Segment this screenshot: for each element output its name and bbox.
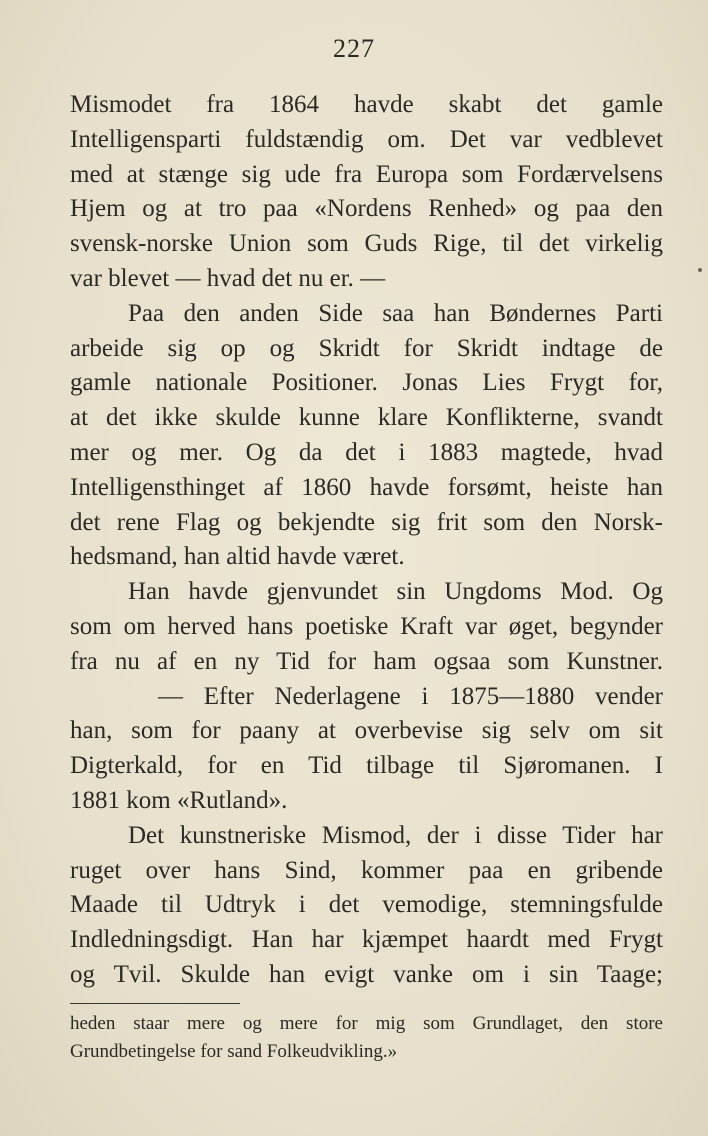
- text-line: Hjem og at tro paa «Nordens Renhed» og paa den: [70, 195, 663, 223]
- footnote-divider: [70, 1003, 240, 1004]
- text-line: at det ikke skulde kunne klare Konflikterne, svandt: [70, 404, 663, 432]
- text-line: arbeide sig op og Skridt for Skridt indtage de: [70, 334, 663, 362]
- text-line: svensk-norske Union som Guds Rige, til det virkelig: [70, 230, 663, 258]
- text-line: Indledningsdigt. Han har kjæmpet haardt med Frygt: [70, 926, 663, 954]
- text-line: hedsmand, han altid havde været.: [70, 543, 405, 571]
- ink-speck: [698, 268, 702, 272]
- text-line: mer og mer. Og da det i 1883 magtede, hvad: [70, 438, 663, 466]
- text-line: Det kunstneriske Mismod, der i disse Tider har: [128, 821, 663, 849]
- text-line: 1881 kom «Rutland».: [70, 786, 288, 814]
- text-line: Han havde gjenvundet sin Ungdoms Mod. Og: [128, 578, 663, 606]
- text-line: var blevet — hvad det nu er. —: [70, 264, 386, 292]
- footnote-line: Grundbetingelse for sand Folkeudvikling.»: [70, 1041, 398, 1062]
- text-line: Maade til Udtryk i det vemodige, stemningsfulde: [70, 891, 663, 919]
- text-line: Digterkald, for en Tid tilbage til Sjøromanen. I: [70, 752, 663, 780]
- text-line: som om herved hans poetiske Kraft var øget, begynder: [70, 612, 663, 640]
- text-line: han, som for paany at overbevise sig selv om sit: [70, 717, 663, 745]
- text-line: med at stænge sig ude fra Europa som Fordærvelsens: [70, 160, 663, 188]
- text-line: Intelligensthinget af 1860 havde forsømt, heiste han: [70, 473, 663, 501]
- text-line: Mismodet fra 1864 havde skabt det gamle: [70, 91, 663, 118]
- footnote-line: heden staar mere og mere for mig som Grundlaget, den store: [70, 1013, 663, 1034]
- text-line: Paa den anden Side saa han Bøndernes Parti: [128, 299, 663, 327]
- text-line: Intelligensparti fuldstændig om. Det var vedblevet: [70, 125, 663, 153]
- text-line: gamle nationale Positioner. Jonas Lies Frygt for,: [70, 369, 663, 397]
- text-line: fra nu af en ny Tid for ham ogsaa som Kunstner.: [70, 647, 663, 675]
- page-number: 227: [333, 34, 375, 63]
- text-line: — Efter Nederlagene i 1875—1880 vender: [158, 682, 663, 710]
- text-line: og Tvil. Skulde han evigt vanke om i sin Taage;: [70, 960, 663, 988]
- footnote: [70, 1010, 663, 1066]
- text-line: ruget over hans Sind, kommer paa en gribende: [70, 856, 663, 884]
- text-line: det rene Flag og bekjendte sig frit som den Norsk-: [70, 508, 663, 536]
- body-text: [70, 88, 663, 993]
